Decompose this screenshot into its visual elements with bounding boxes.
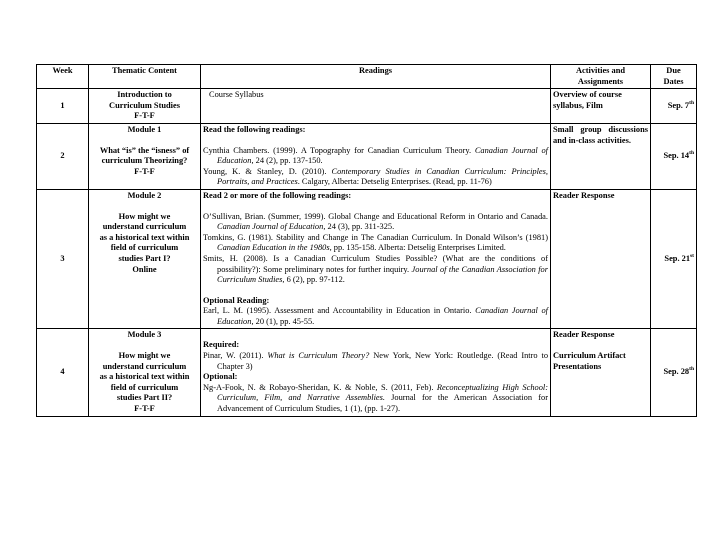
optional-heading: Optional: [203, 372, 238, 382]
required-heading: Required: [203, 340, 240, 350]
ref-title: Reconceptualizing High School: Curriculum, Film, and Narrative Assemblies. [217, 382, 548, 403]
readings-cell [201, 329, 551, 416]
due-date [651, 89, 697, 124]
reading-reference [203, 306, 548, 327]
due-date-suffix: st [690, 253, 694, 260]
header-activities [551, 65, 651, 89]
header-activities-line1: Activities and [575, 66, 626, 75]
activities-cell [551, 329, 651, 416]
due-date-text: Sep. 28 [663, 367, 690, 377]
reading-reference [203, 383, 548, 415]
theme-line: How might we [118, 211, 171, 221]
theme-line: Module 2 [127, 190, 162, 200]
ref-text: Pinar, W. (2011). [203, 351, 268, 361]
thematic-content [89, 89, 201, 124]
theme-line: Module 1 [127, 124, 162, 134]
activities-cell: Small group discussions and in-class activities. [551, 123, 651, 189]
due-date [651, 189, 697, 329]
reading-heading: Read the following readings: [203, 124, 306, 134]
due-date-text: Sep. 7 [667, 100, 690, 110]
ref-text: O’Sullivan, Brian. (Summer, 1999). Global Change and Educational Reform in Ontario and Canada. [203, 211, 548, 221]
reading-reference [203, 167, 548, 188]
ref-title: Contemporary Studies in Canadian Curriculum: Principles, Portraits, and Practices [217, 166, 548, 187]
week-number: 4 [37, 329, 89, 416]
ref-text: Ng-A-Fook, N. & Robayo-Sheridan, K. & Noble, S. (2011, Feb). [203, 382, 437, 392]
ref-text: , 24 (3), pp. 311-325. [323, 222, 395, 232]
reading-spacer [203, 202, 548, 212]
activities-cell: Reader Response [551, 189, 651, 329]
ref-text: Smits, H. (2008). Is a Canadian Curriculum Studies Possible? (What are the conditions of possibility?): Some preliminary notes for further inquiry. [203, 253, 548, 274]
reading-reference [203, 146, 548, 167]
theme-spacer [91, 136, 198, 146]
theme-line: F-T-F [134, 404, 155, 414]
reading-spacer [203, 330, 548, 340]
ref-text: , 6 (2), pp. 97-112. [282, 275, 345, 285]
theme-spacer [91, 202, 198, 212]
activity-line: Curriculum Artifact [553, 351, 626, 361]
activity-line: Reader Response [553, 330, 615, 340]
theme-line: F-T-F [134, 166, 155, 176]
header-due-line1: Due [666, 66, 681, 75]
theme-line: field of curriculum [110, 382, 179, 392]
table-row [37, 329, 697, 416]
theme-line: studies Part II? [116, 393, 173, 403]
theme-spacer [91, 341, 198, 351]
activities-cell [551, 89, 651, 124]
theme-line: field of curriculum [110, 243, 179, 253]
ref-text: Young, K. & Stanley, D. (2010). [203, 166, 332, 176]
ref-title: Canadian Journal of Education [217, 222, 324, 232]
table-row [37, 189, 697, 329]
ref-text: Earl, L. M. (1995). Assessment and Accountability in Education in Ontario. [203, 306, 476, 316]
reading-reference [203, 212, 548, 233]
due-date-suffix: th [689, 99, 694, 106]
week-number: 1 [37, 89, 89, 124]
activity-line: Overview of course [553, 90, 622, 100]
theme-line: Online [132, 264, 157, 274]
theme-line: What “is” the “isness” of [99, 145, 190, 155]
theme-line: Module 3 [127, 330, 162, 340]
header-week: Week [37, 65, 89, 89]
readings-cell [201, 89, 551, 124]
reading-heading: Read 2 or more of the following readings: [203, 190, 352, 200]
syllabus-table [36, 64, 697, 417]
thematic-content [89, 329, 201, 416]
theme-line: How might we [118, 351, 171, 361]
header-readings: Readings [201, 65, 551, 89]
ref-title: What is Curriculum Theory? [267, 351, 370, 361]
table-row [37, 123, 697, 189]
theme-line: understand curriculum [102, 222, 187, 232]
ref-text: , pp. 135-158. Alberta: Detselig Enterprises Limited. [329, 243, 506, 253]
activity-spacer [553, 341, 648, 351]
optional-heading: Optional Reading: [203, 295, 270, 305]
activity-line: syllabus, Film [553, 100, 603, 110]
ref-title: Canadian Education in the 1980s [217, 243, 330, 253]
ref-text: Tomkins, G. (1981). Stability and Change in The Canadian Curriculum. In Donald Wilson’s (1981) [203, 232, 548, 242]
ref-title: Canadian Journal of Education [217, 145, 548, 166]
theme-line: as a historical text within [99, 372, 190, 382]
due-date-text: Sep. 21 [664, 253, 691, 263]
week-number: 2 [37, 123, 89, 189]
ref-text: New York, New York: Routledge. (Read Intro to Chapter 3) [217, 351, 549, 371]
thematic-content [89, 123, 201, 189]
theme-line: Introduction to [117, 90, 172, 100]
header-due-line2: Dates [663, 76, 684, 86]
theme-line: F-T-F [134, 111, 155, 121]
theme-line: as a historical text within [99, 232, 190, 242]
reading-reference [203, 254, 548, 286]
ref-text: , 20 (1), pp. 45-55. [251, 316, 315, 326]
ref-text: Cynthia Chambers. (1999). A Topography for Canadian Curriculum Theory. [203, 145, 475, 155]
due-date [651, 123, 697, 189]
week-number: 3 [37, 189, 89, 329]
due-date [651, 329, 697, 416]
ref-text: Journal for the American Association for Advancement of Curriculum Studies, 1 (1), (pp. 1-27). [217, 393, 548, 414]
reading-item: Course Syllabus [209, 90, 264, 100]
header-row [37, 65, 697, 89]
due-date-text: Sep. 14 [663, 151, 690, 161]
theme-line: Curriculum Studies [109, 100, 180, 110]
readings-cell [201, 189, 551, 329]
theme-line: understand curriculum [102, 361, 187, 371]
readings-cell [201, 123, 551, 189]
header-due [651, 65, 697, 89]
reading-spacer [203, 136, 548, 146]
activity-line: Presentations [553, 361, 602, 371]
header-activities-line2: Assignments [577, 76, 624, 86]
thematic-content [89, 189, 201, 329]
reading-reference [203, 233, 548, 254]
theme-line: curriculum Theorizing? [101, 156, 188, 166]
ref-text: , 24 (2), pp. 137-150. [251, 156, 323, 166]
ref-title: Journal of the Canadian Association for Curriculum Studies [217, 264, 549, 285]
header-thematic: Thematic Content [89, 65, 201, 89]
theme-line: studies Part I? [118, 253, 171, 263]
reading-spacer [203, 286, 548, 296]
reading-reference [203, 351, 548, 372]
due-date-suffix: th [689, 150, 694, 157]
ref-title: Canadian Journal of Education [217, 306, 548, 326]
due-date-suffix: th [689, 366, 694, 373]
ref-text: . Calgary, Alberta: Detselig Enterprises. (Read, pp. 11-76) [297, 177, 492, 187]
table-row [37, 89, 697, 124]
